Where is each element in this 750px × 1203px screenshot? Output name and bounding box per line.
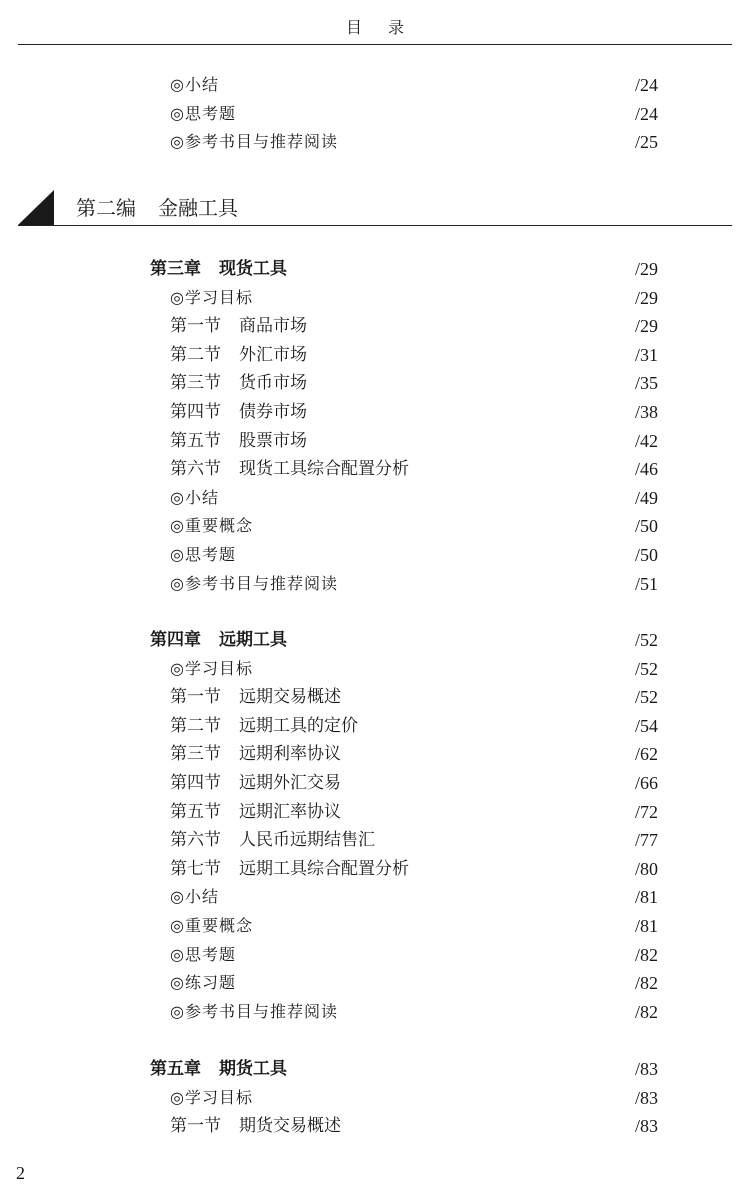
entry-label: 现货工具综合配置分析: [239, 459, 409, 480]
toc-entry: [170, 285, 253, 311]
entry-label: 货币市场: [239, 373, 307, 394]
toc-entry: [170, 656, 253, 682]
entry-label: ◎练习题: [170, 973, 236, 993]
entry-label: ◎参考书目与推荐阅读: [170, 573, 338, 593]
page-ref: /82: [634, 973, 658, 994]
chapter-heading: [150, 256, 287, 282]
page-ref: /50: [634, 516, 658, 537]
page-ref: /51: [634, 573, 658, 594]
entry-label: ◎思考题: [170, 103, 236, 123]
section-entry: [170, 713, 358, 739]
page-ref: /54: [634, 715, 658, 736]
page-ref: /24: [634, 103, 658, 124]
entry-label: 远期工具综合配置分析: [239, 858, 409, 879]
entry-label: 商品市场: [239, 316, 307, 337]
entry-label: 外汇市场: [239, 344, 307, 365]
section-entry: [170, 827, 375, 853]
entry-label: ◎思考题: [170, 545, 236, 564]
toc-entry: [170, 129, 338, 155]
entry-label: 远期汇率协议: [239, 801, 341, 822]
section-number: 第二节: [170, 344, 221, 365]
entry-label: 远期利率协议: [239, 744, 341, 765]
toc-entry: [170, 571, 338, 597]
toc-entry: [170, 513, 253, 539]
page-ref: /52: [634, 687, 658, 708]
page-ref: /29: [634, 287, 658, 308]
toc-entry: [170, 542, 236, 568]
page-ref: /29: [634, 316, 658, 337]
page-ref: /77: [634, 830, 658, 851]
section-number: 第六节: [170, 830, 221, 851]
section-entry: [170, 342, 307, 368]
part-number: 第二编: [76, 196, 136, 220]
page-ref: /82: [634, 944, 658, 965]
section-number: 第五节: [170, 430, 221, 451]
entry-label: ◎学习目标: [170, 1087, 253, 1107]
section-entry: [170, 456, 409, 482]
entry-label: 远期工具的定价: [239, 715, 358, 736]
page-ref: /52: [634, 658, 658, 679]
entry-label: 期货交易概述: [239, 1116, 341, 1137]
chapter-title: 远期工具: [219, 630, 287, 650]
part-name: 金融工具: [158, 196, 238, 220]
toc-entry: [170, 942, 236, 968]
page-ref: /49: [634, 487, 658, 508]
entry-label: ◎学习目标: [170, 658, 253, 678]
toc-entry: [170, 101, 236, 127]
section-number: 第四节: [170, 402, 221, 422]
entry-label: 股票市场: [239, 430, 307, 451]
chapter-title: 现货工具: [219, 259, 287, 279]
page-number: 2: [16, 1163, 25, 1183]
section-number: 第七节: [170, 858, 221, 879]
section-number: 第一节: [170, 687, 221, 708]
toc-entry: [170, 999, 338, 1025]
entry-label: 债券市场: [239, 402, 307, 422]
page-ref: /24: [634, 75, 658, 95]
page-ref: /83: [634, 1116, 658, 1137]
entry-label: 人民币远期结售汇: [239, 830, 375, 851]
toc-entry: [170, 72, 219, 98]
page-ref: /38: [634, 402, 658, 422]
part-rule: [18, 225, 732, 226]
entry-label: ◎学习目标: [170, 287, 253, 307]
section-entry: [170, 1113, 341, 1139]
section-entry: [170, 399, 307, 425]
header-rule: [18, 44, 732, 45]
chapter-heading: [150, 627, 287, 653]
section-entry: [170, 856, 409, 882]
chapter-number: 第四章: [150, 630, 201, 650]
entry-label: ◎参考书目与推荐阅读: [170, 132, 338, 152]
page-ref: /66: [634, 773, 658, 793]
page-ref: /82: [634, 1001, 658, 1022]
page-ref: /81: [634, 887, 658, 908]
section-entry: [170, 313, 307, 339]
page-ref: /72: [634, 801, 658, 822]
page-ref: /62: [634, 744, 658, 765]
running-head: 目录: [345, 18, 430, 37]
section-entry: [170, 428, 307, 454]
section-entry: [170, 741, 341, 767]
section-number: 第四节: [170, 773, 221, 793]
toc-entry: [170, 913, 253, 939]
section-number: 第一节: [170, 316, 221, 337]
page-ref: /80: [634, 858, 658, 879]
chapter-number: 第五章: [150, 1059, 201, 1079]
part-title: [76, 194, 238, 222]
entry-label: ◎重要概念: [170, 516, 253, 536]
part-triangle-ornament: [18, 190, 54, 225]
page-ref: /83: [634, 1087, 658, 1108]
chapter-number: 第三章: [150, 259, 201, 279]
section-entry: [170, 684, 341, 710]
page-ref: /46: [634, 459, 658, 480]
toc-entry: [170, 1085, 253, 1111]
page-ref: /52: [634, 630, 658, 650]
entry-label: ◎小结: [170, 487, 219, 507]
toc-entry: [170, 970, 236, 996]
entry-label: ◎小结: [170, 887, 219, 907]
entry-label: ◎思考题: [170, 944, 236, 964]
page-ref: /35: [634, 373, 658, 394]
section-number: 第五节: [170, 801, 221, 822]
section-number: 第二节: [170, 715, 221, 736]
page-ref: /31: [634, 344, 658, 365]
page-ref: /83: [634, 1059, 658, 1079]
entry-label: ◎参考书目与推荐阅读: [170, 1001, 338, 1021]
entry-label: ◎重要概念: [170, 916, 253, 935]
entry-label: ◎小结: [170, 75, 219, 94]
section-number: 第一节: [170, 1116, 221, 1137]
page-ref: /29: [634, 259, 658, 279]
section-entry: [170, 799, 341, 825]
page-ref: /81: [634, 916, 658, 936]
section-number: 第六节: [170, 459, 221, 480]
section-number: 第三节: [170, 373, 221, 394]
part-banner: [18, 190, 732, 228]
entry-label: 远期外汇交易: [239, 773, 341, 793]
toc-entry: [170, 884, 219, 910]
chapter-heading: [150, 1056, 287, 1082]
page-ref: /25: [634, 132, 658, 153]
page-ref: /50: [634, 545, 658, 565]
section-entry: [170, 370, 307, 396]
section-number: 第三节: [170, 744, 221, 765]
section-entry: [170, 770, 341, 796]
page-ref: /42: [634, 430, 658, 451]
chapter-title: 期货工具: [219, 1059, 287, 1079]
entry-label: 远期交易概述: [239, 687, 341, 708]
toc-entry: [170, 485, 219, 511]
